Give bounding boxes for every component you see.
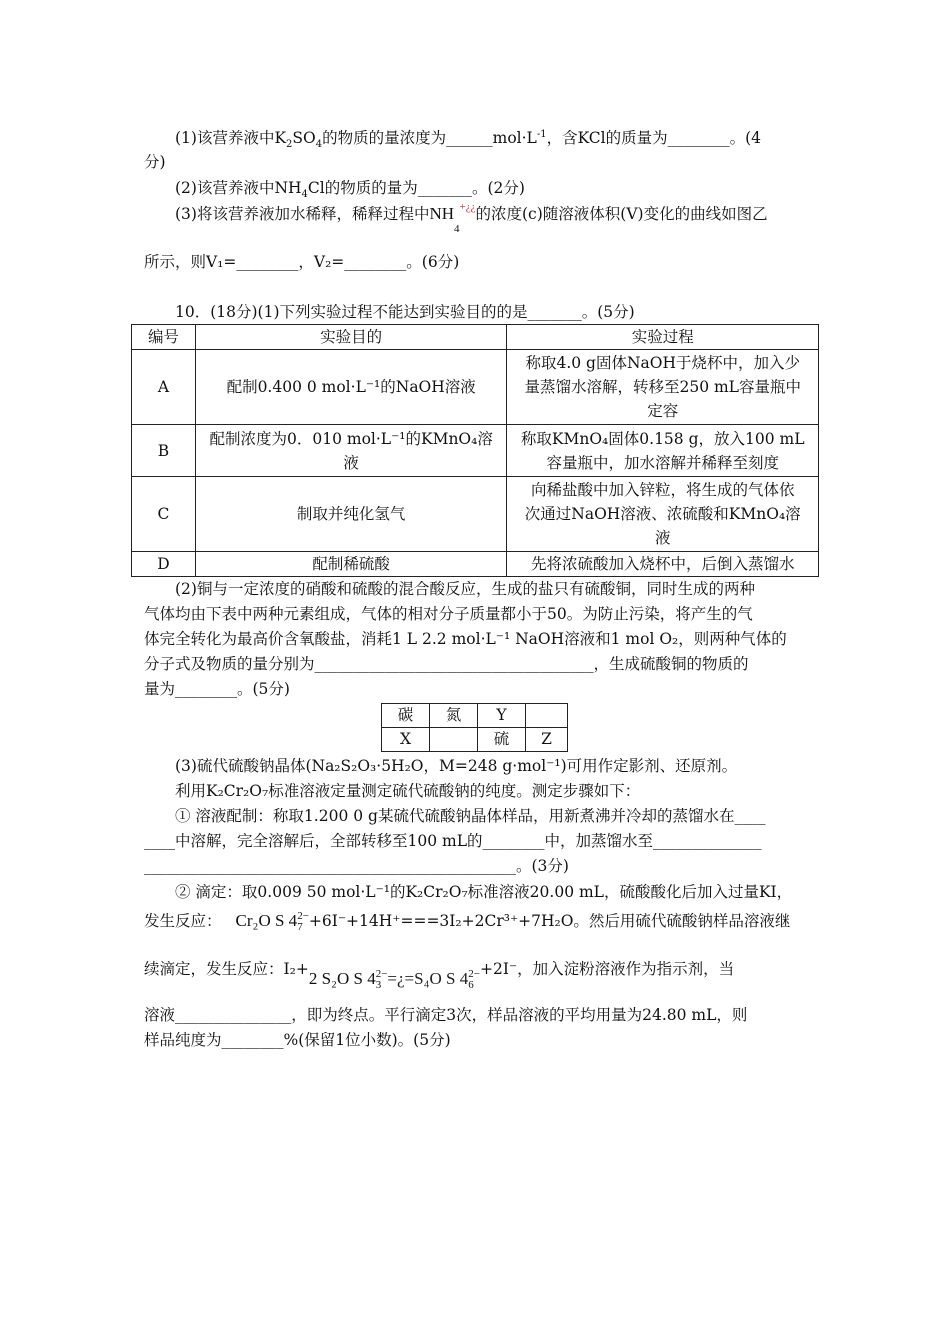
q10-part2-line3: 体完全转化为最高价含氧酸盐，消耗1 L 2.2 mol·L⁻¹ NaOH溶液和1 mol O₂，则两种气体的 [144,630,787,648]
q10-part2-line1: (2)铜与一定浓度的硝酸和硫酸的混合酸反应，生成的盐只有硫酸铜，同时生成的两种 [175,580,755,598]
header-purpose: 实验目的 [195,325,507,350]
element-cell: 氮 [430,704,478,728]
experiment-table [131,324,819,577]
q9-part1-cont: 分) [144,153,166,171]
element-row [382,704,568,728]
row-purpose: 配制浓度为0．010 mol·L⁻¹的KMnO₄溶 液 [195,425,507,477]
q10-part2-line5: 量为________。(5分) [144,680,290,698]
q10-part3-line6: ② 滴定：取0.009 50 mol·L⁻¹的K₂Cr₂O₇标准溶液20.00 mL，硫酸酸化后加入过量KI， [175,883,793,901]
element-cell: 硫 [478,728,526,752]
element-row [382,728,568,752]
q10-part3-line1: (3)硫代硫酸钠晶体(Na₂S₂O₃·5H₂O，M=248 g·mol⁻¹)可用作定影剂、还原剂。 [175,757,738,775]
row-process: 称取4.0 g固体NaOH于烧杯中，加入少 量蒸馏水溶解，转移至250 mL容量瓶中 定容 [507,350,819,425]
table-row [132,552,819,577]
dichromate-formula: Cr₂O S 4 2− 7 [235,910,309,934]
table-header-row [132,325,819,350]
row-process: 称取KMnO₄固体0.158 g，放入100 mL 容量瓶中，加水溶解并稀释至刻度 [507,425,819,477]
header-id: 编号 [132,325,196,350]
table-row [132,477,819,552]
end-line-1: 溶液_______________，即为终点。平行滴定3次，样品溶液的平均用量为24.80 mL，则 [144,1006,748,1024]
element-cell: 碳 [382,704,430,728]
q10-title: 10．(18分)(1)下列实验过程不能达到实验目的的是_______。(5分) [175,303,635,321]
element-cell: X [382,728,430,752]
element-cell: Y [478,704,526,728]
table-row [132,425,819,477]
q10-part3-line5: ________________________________________________。(3分) [144,857,569,875]
row-id: C [132,477,196,552]
q10-part3-line3: ① 溶液配制：称取1.200 0 g某硫代硫酸钠晶体样品，用新煮沸并冷却的蒸馏水在____ [175,807,766,825]
row-process: 先将浓硫酸加入烧杯中，后倒入蒸馏水 [507,552,819,577]
end-line-2: 样品纯度为________%(保留1位小数)。(5分) [144,1031,451,1049]
element-cell [526,704,568,728]
element-cell [430,728,478,752]
header-process: 实验过程 [507,325,819,350]
q10-part3-line4: ____中溶解，完全溶解后，全部转移至100 mL的________中，加蒸馏水至______________ [144,832,762,850]
q10-part3-line2: 利用K₂Cr₂O₇标准溶液定量测定硫代硫酸钠的纯度。测定步骤如下： [175,782,641,800]
element-table [381,703,568,752]
element-cell: Z [526,728,568,752]
reaction-2-line: 续滴定，发生反应：I₂+2 S₂O S 4 2− 3 =¿=S₄O S 4 2− 6 +2I⁻，加入淀粉溶液作为指示剂，当 [144,960,735,992]
row-id: A [132,350,196,425]
table-row [132,350,819,425]
row-id: D [132,552,196,577]
q10-part2-line2: 气体均由下表中两种元素组成，气体的相对分子质量都小于50。为防止污染，将产生的气 [144,605,753,623]
nh4-formula: $NH_4^{+¿¿}$ [429,201,476,236]
row-purpose: 制取并纯化氢气 [195,477,507,552]
q9-part3: (3)将该营养液加水稀释，稀释过程中$NH_4^{+¿¿}$的浓度(c)随溶液体积(V)变化的曲线如图乙 [175,201,768,236]
q9-part1: (1)该营养液中$K_2SO_4$的物质的量浓度为$\_\_\_\_\_\_mol\cdot L^{-1}$，含KCl的质量为________。(4 [175,128,761,151]
thiosulfate-formula: 2 S₂O S 4 2− 3 =¿=S₄O S 4 2− 6 [308,968,480,992]
row-purpose: 配制稀硫酸 [195,552,507,577]
q9-part2: (2)该营养液中$NH_4Cl$的物质的量为_______。(2分) [175,179,525,201]
q9-part3-cont: 所示，则V₁=________，V₂=________。(6分) [144,253,460,271]
row-purpose: 配制0.400 0 mol·L⁻¹的NaOH溶液 [195,350,507,425]
reaction-1-line: 发生反应： Cr₂O S 4 2− 7 +6I⁻+14H⁺===3I₂+2Cr³⁺+7H₂O。然后用硫代硫酸钠样品溶液继 [144,910,791,934]
row-process: 向稀盐酸中加入锌粒，将生成的气体依 次通过NaOH溶液、浓硫酸和KMnO₄溶 液 [507,477,819,552]
q10-part2-line4: 分子式及物质的量分别为____________________________________，生成硫酸铜的物质的 [144,655,749,673]
row-id: B [132,425,196,477]
